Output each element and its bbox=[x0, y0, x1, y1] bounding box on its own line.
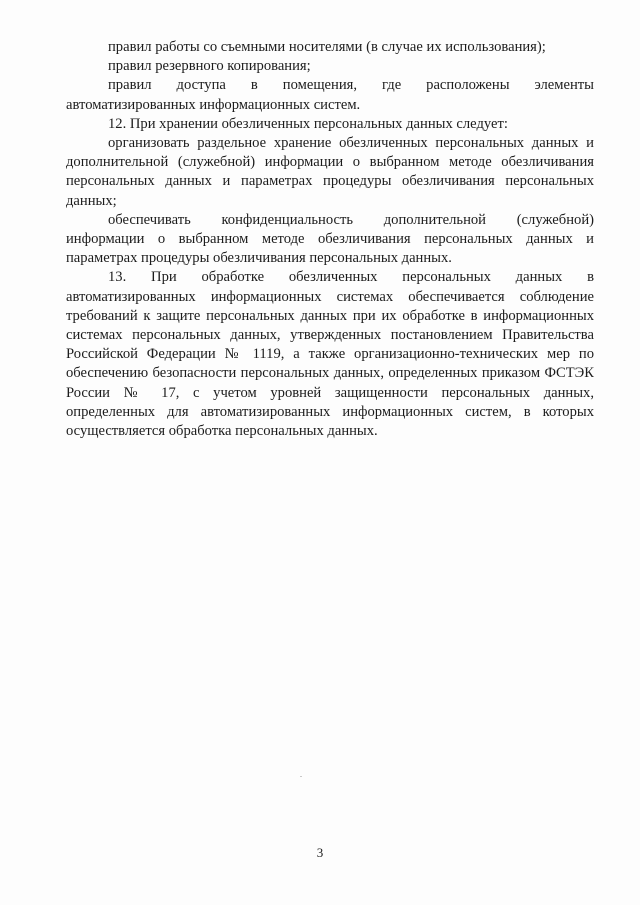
document-body bbox=[66, 38, 594, 441]
page-number: 3 bbox=[316, 845, 324, 860]
clause-13-text: 13. При обработке обезличенных персональных данных в автоматизированных информационных системах обеспечивается соблюдение требований к защите персональных данных при их обработке в информационных системах персональных данных, утвержденных постановлением Правительства Российской Федерации № 1119, а также организационно-технических мер по обеспечению безопасности персональных данных, определенных приказом ФСТЭК России № 17, с учетом уровней защищенности персональных данных, определенных для автоматизированных информационных систем, в которых осуществляется обработка персональных данных. bbox=[66, 269, 594, 440]
list-item-backup-rules: правил резервного копирования; bbox=[108, 58, 311, 75]
list-item-removable-media-rules: правил работы со съемными носителями (в случае их использования); bbox=[108, 39, 546, 55]
clause-12-heading: 12. При хранении обезличенных персональных данных следует: bbox=[108, 115, 508, 132]
list-item-premises-access-rules: правил доступа в помещения, где расположены элементы автоматизированных информационных систем. bbox=[66, 77, 594, 113]
clause-12-item-separate-storage: организовать раздельное хранение обезличенных персональных данных и дополнительной (служебной) информации о выбранном методе обезличивания персональных данных и параметрах процедуры обезличивания персональных данных; bbox=[66, 135, 594, 209]
clause-12-item-confidentiality: обеспечивать конфиденциальность дополнительной (служебной) информации о выбранном методе обезличивания персональных данных и параметрах процедуры обезличивания персональных данных. bbox=[66, 211, 594, 267]
scan-speck bbox=[300, 776, 302, 777]
